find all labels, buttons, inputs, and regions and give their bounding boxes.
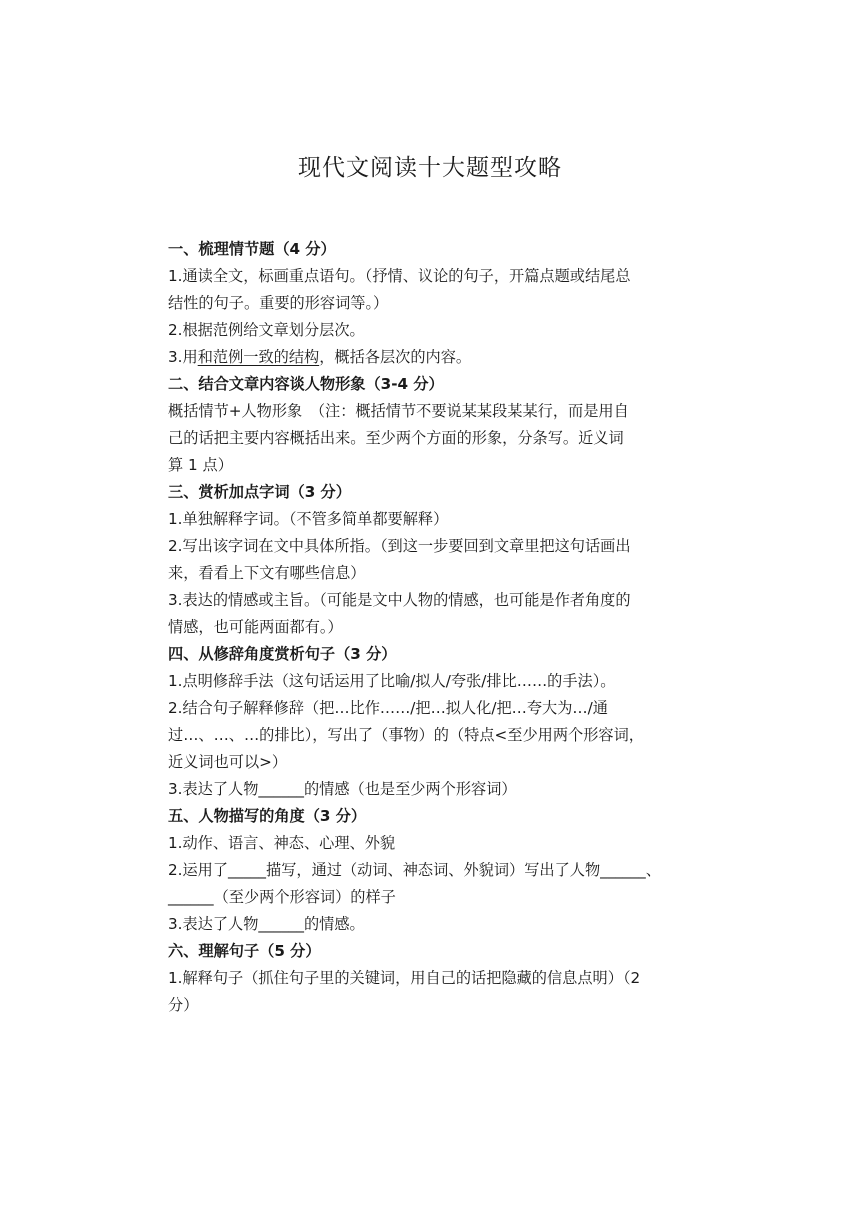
- text-line: 2.根据范例给文章划分层次。: [168, 321, 365, 339]
- document-body: [168, 236, 696, 1019]
- text-line: ______（至少两个形容词）的样子: [168, 888, 396, 906]
- section-heading-3: 三、赏析加点字词（3 分）: [168, 483, 351, 501]
- text-line: 分）: [168, 996, 199, 1014]
- text-line: 2.写出该字词在文中具体所指。（到这一步要回到文章里把这句话画出: [168, 537, 631, 555]
- text-line: 1.通读全文，标画重点语句。（抒情、议论的句子，开篇点题或结尾总: [168, 267, 631, 285]
- section-heading-2: 二、结合文章内容谈人物形象（3-4 分）: [168, 375, 444, 393]
- text-line: 结性的句子。重要的形容词等。）: [168, 294, 389, 312]
- text-line: 3.表达了人物______的情感。: [168, 915, 365, 933]
- section-heading-5: 五、人物描写的角度（3 分）: [168, 807, 367, 825]
- text-line: 1.单独解释字词。（不管多简单都要解释）: [168, 510, 449, 528]
- text-line: 2.运用了_____描写，通过（动词、神态词、外貌词）写出了人物______、: [168, 861, 661, 879]
- text-line: 己的话把主要内容概括出来。至少两个方面的形象，分条写。近义词: [168, 429, 624, 447]
- text-line: [168, 344, 696, 371]
- text-line: 2.结合句子解释修辞（把…比作……/把…拟人化/把…夸大为…/通: [168, 699, 608, 717]
- text-line: 来，看看上下文有哪些信息）: [168, 564, 366, 582]
- text-line: 情感，也可能两面都有。）: [168, 618, 343, 636]
- text-line: 概括情节+人物形象 （注：概括情节不要说某某段某某行，而是用自: [168, 402, 629, 420]
- text-line: 近义词也可以>）: [168, 753, 288, 771]
- text-segment: 3.用: [168, 348, 198, 366]
- text-line: 过…、…、…的排比），写出了（事物）的（特点<至少用两个形容词，: [168, 726, 644, 744]
- document-title: 现代文阅读十大题型攻略: [298, 155, 562, 181]
- section-heading-4: 四、从修辞角度赏析句子（3 分）: [168, 645, 397, 663]
- text-line: 3.表达了人物______的情感（也是至少两个形容词）: [168, 780, 517, 798]
- text-line: 1.解释句子（抓住句子里的关键词，用自己的话把隐藏的信息点明）（2: [168, 969, 641, 987]
- text-line: 1.动作、语言、神态、心理、外貌: [168, 834, 396, 852]
- text-line: 3.表达的情感或主旨。（可能是文中人物的情感，也可能是作者角度的: [168, 591, 631, 609]
- section-heading-1: 一、梳理情节题（4 分）: [168, 240, 336, 258]
- text-segment: ，概括各层次的内容。: [319, 348, 472, 366]
- text-line: 算 1 点）: [168, 456, 233, 474]
- text-line: 1.点明修辞手法（这句话运用了比喻/拟人/夸张/排比……的手法）。: [168, 672, 616, 690]
- section-heading-6: 六、理解句子（5 分）: [168, 942, 321, 960]
- underlined-phrase: 和范例一致的结构: [197, 348, 320, 366]
